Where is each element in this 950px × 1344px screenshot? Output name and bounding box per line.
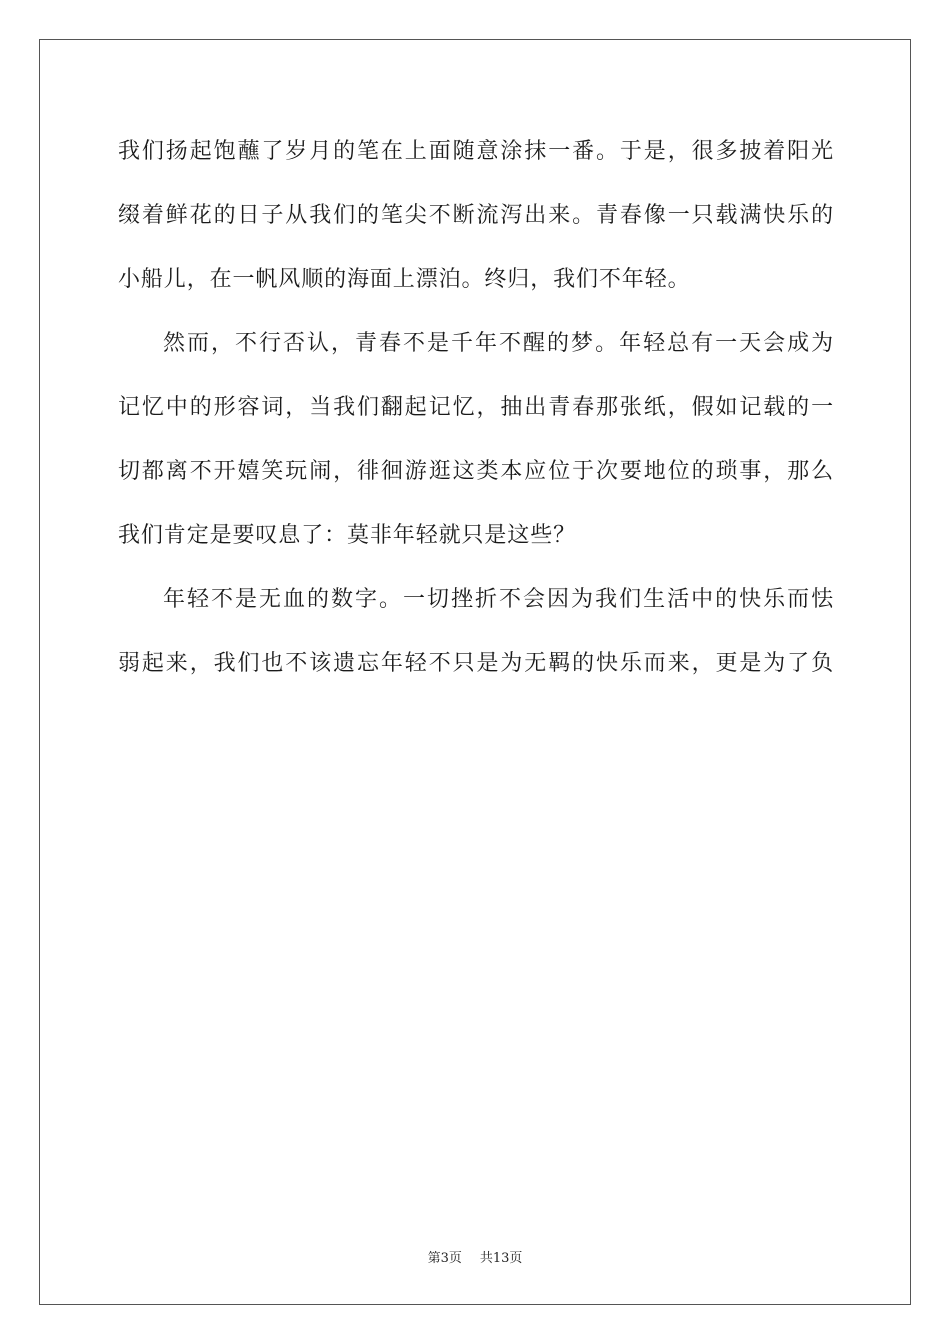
text-line: 记忆中的形容词，当我们翻起记忆，抽出青春那张纸，假如记载的一 [118, 395, 834, 420]
text-line: 我们肯定是要叹息了：莫非年轻就只是这些？ [118, 523, 577, 548]
text-line: 缀着鲜花的日子从我们的笔尖不断流泻出来。青春像一只载满快乐的 [118, 203, 834, 228]
page-footer [0, 1247, 950, 1266]
text-line: 小船儿，在一帆风顺的海面上漂泊。终归，我们不年轻。 [118, 267, 691, 292]
page-total: 共13页 [479, 1251, 523, 1266]
page-number: 第3页 [427, 1251, 462, 1266]
text-line: 我们扬起饱蘸了岁月的笔在上面随意涂抹一番。于是，很多披着阳光 [118, 139, 834, 164]
document-body [118, 126, 834, 702]
paragraph-start-line: 年轻不是无血的数字。一切挫折不会因为我们生活中的快乐而怯 [163, 587, 834, 612]
text-line: 弱起来，我们也不该遗忘年轻不只是为无羁的快乐而来，更是为了负 [118, 651, 834, 676]
paragraph-start-line: 然而，不行否认，青春不是千年不醒的梦。年轻总有一天会成为 [163, 331, 834, 356]
text-line: 切都离不开嬉笑玩闹，徘徊游逛这类本应位于次要地位的琐事，那么 [118, 459, 834, 484]
